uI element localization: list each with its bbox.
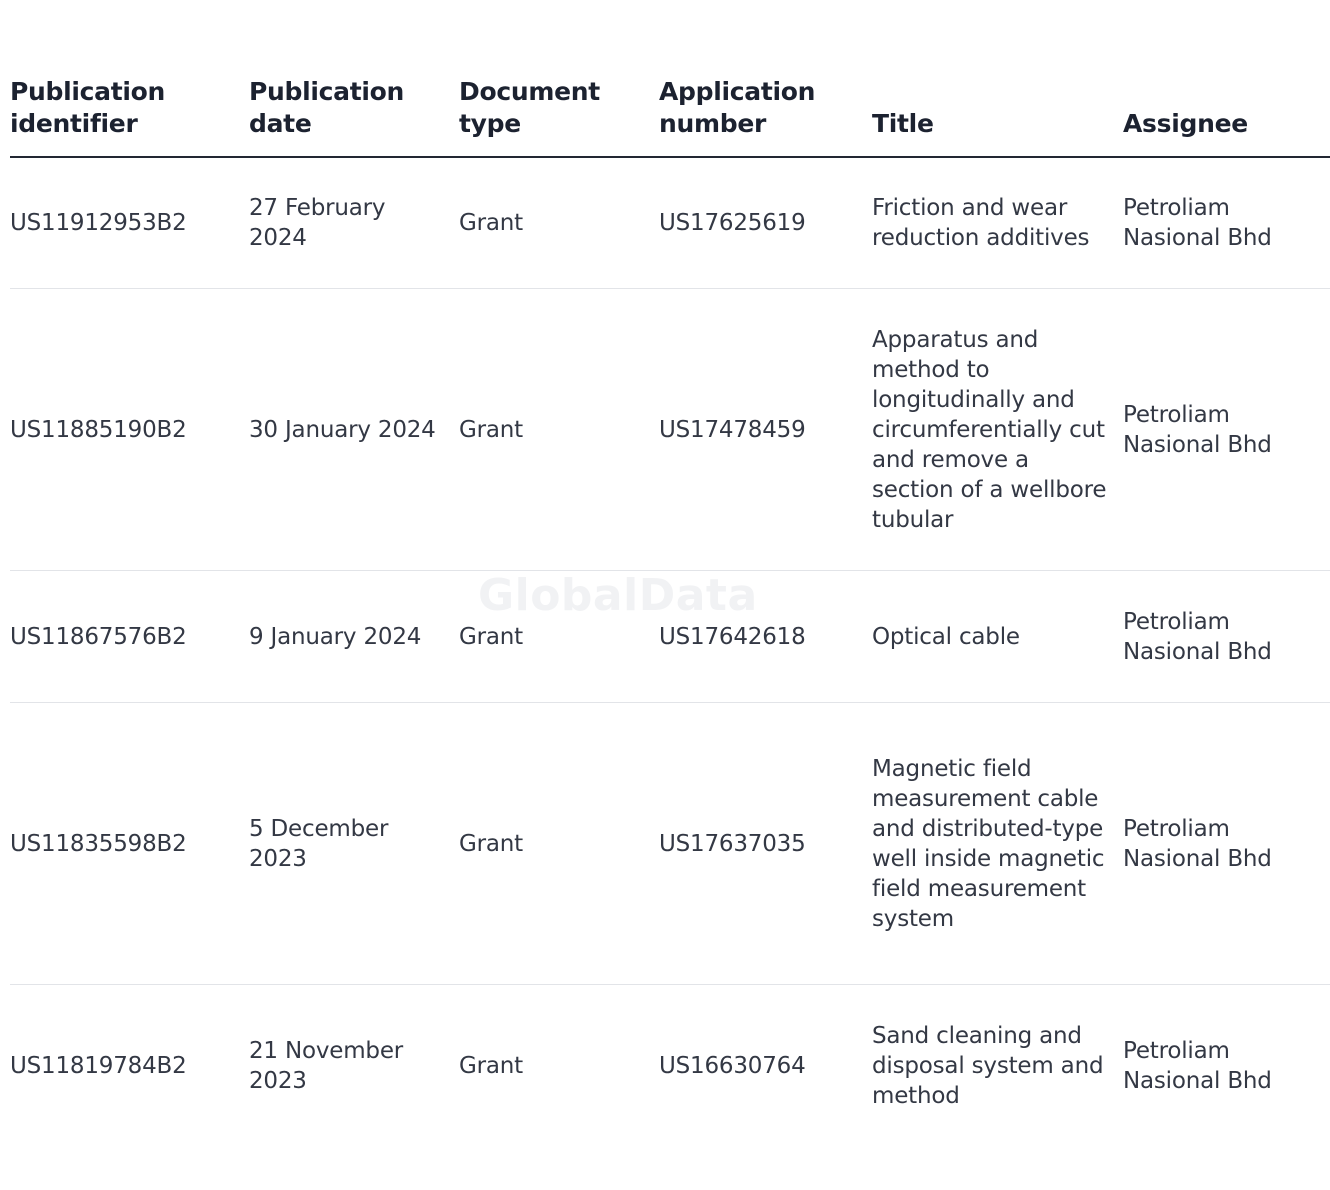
cell-publication-date: 5 December 2023 — [249, 703, 459, 985]
table-row — [10, 289, 1330, 571]
cell-document-type: Grant — [459, 157, 659, 289]
patent-table-container[interactable] — [10, 0, 1272, 1190]
cell-publication-identifier: US11885190B2 — [10, 289, 249, 571]
cell-publication-identifier: US11835598B2 — [10, 703, 249, 985]
header-title: Title — [872, 76, 1123, 157]
cell-application-number: US17478459 — [659, 289, 872, 571]
table-row — [10, 985, 1330, 1147]
cell-title: Apparatus and method to longitudinally and circumferentially cut and remove a section of a wellbore tubular — [872, 289, 1123, 571]
cell-publication-date: 30 January 2024 — [249, 289, 459, 571]
cell-publication-identifier: US11912953B2 — [10, 157, 249, 289]
cell-assignee: Petroliam Nasional Bhd — [1123, 571, 1330, 703]
cell-title: Optical cable — [872, 571, 1123, 703]
cell-publication-date: 9 January 2024 — [249, 571, 459, 703]
cell-application-number: US17642618 — [659, 571, 872, 703]
cell-document-type: Grant — [459, 289, 659, 571]
cell-publication-identifier: US11867576B2 — [10, 571, 249, 703]
cell-document-type: Grant — [459, 1052, 523, 1079]
patent-table — [10, 76, 1330, 1146]
cell-application-number: US16630764 — [659, 1052, 806, 1079]
table-header — [10, 76, 1330, 157]
header-assignee: Assignee — [1123, 76, 1330, 157]
cell-assignee: Petroliam Nasional Bhd — [1123, 1037, 1272, 1094]
cell-publication-date: 27 February 2024 — [249, 157, 459, 289]
header-document-type: Document type — [459, 76, 659, 157]
cell-document-type: Grant — [459, 571, 659, 703]
table-body — [10, 157, 1330, 1146]
watermark-logo: GlobalData — [478, 570, 758, 621]
cell-document-type: Grant — [459, 703, 659, 985]
cell-application-number: US17625619 — [659, 157, 872, 289]
cell-assignee: Petroliam Nasional Bhd — [1123, 157, 1330, 289]
header-row — [10, 76, 1330, 157]
header-publication-identifier: Publication identifier — [10, 76, 249, 157]
header-publication-date: Publication date — [249, 76, 459, 157]
table-row — [10, 703, 1330, 985]
cell-application-number: US17637035 — [659, 703, 872, 985]
cell-title: Friction and wear reduction additives — [872, 157, 1123, 289]
cell-assignee: Petroliam Nasional Bhd — [1123, 703, 1330, 985]
cell-title: Magnetic field measurement cable and distributed-type well inside magnetic field measurement system — [872, 703, 1123, 985]
table-row — [10, 157, 1330, 289]
header-application-number: Application number — [659, 76, 872, 157]
cell-title: Sand cleaning and disposal system and method — [872, 1022, 1104, 1109]
cell-publication-date: 21 November 2023 — [249, 1037, 404, 1094]
cell-assignee: Petroliam Nasional Bhd — [1123, 289, 1330, 571]
table-row — [10, 571, 1330, 703]
cell-publication-identifier: US11819784B2 — [10, 1052, 187, 1079]
